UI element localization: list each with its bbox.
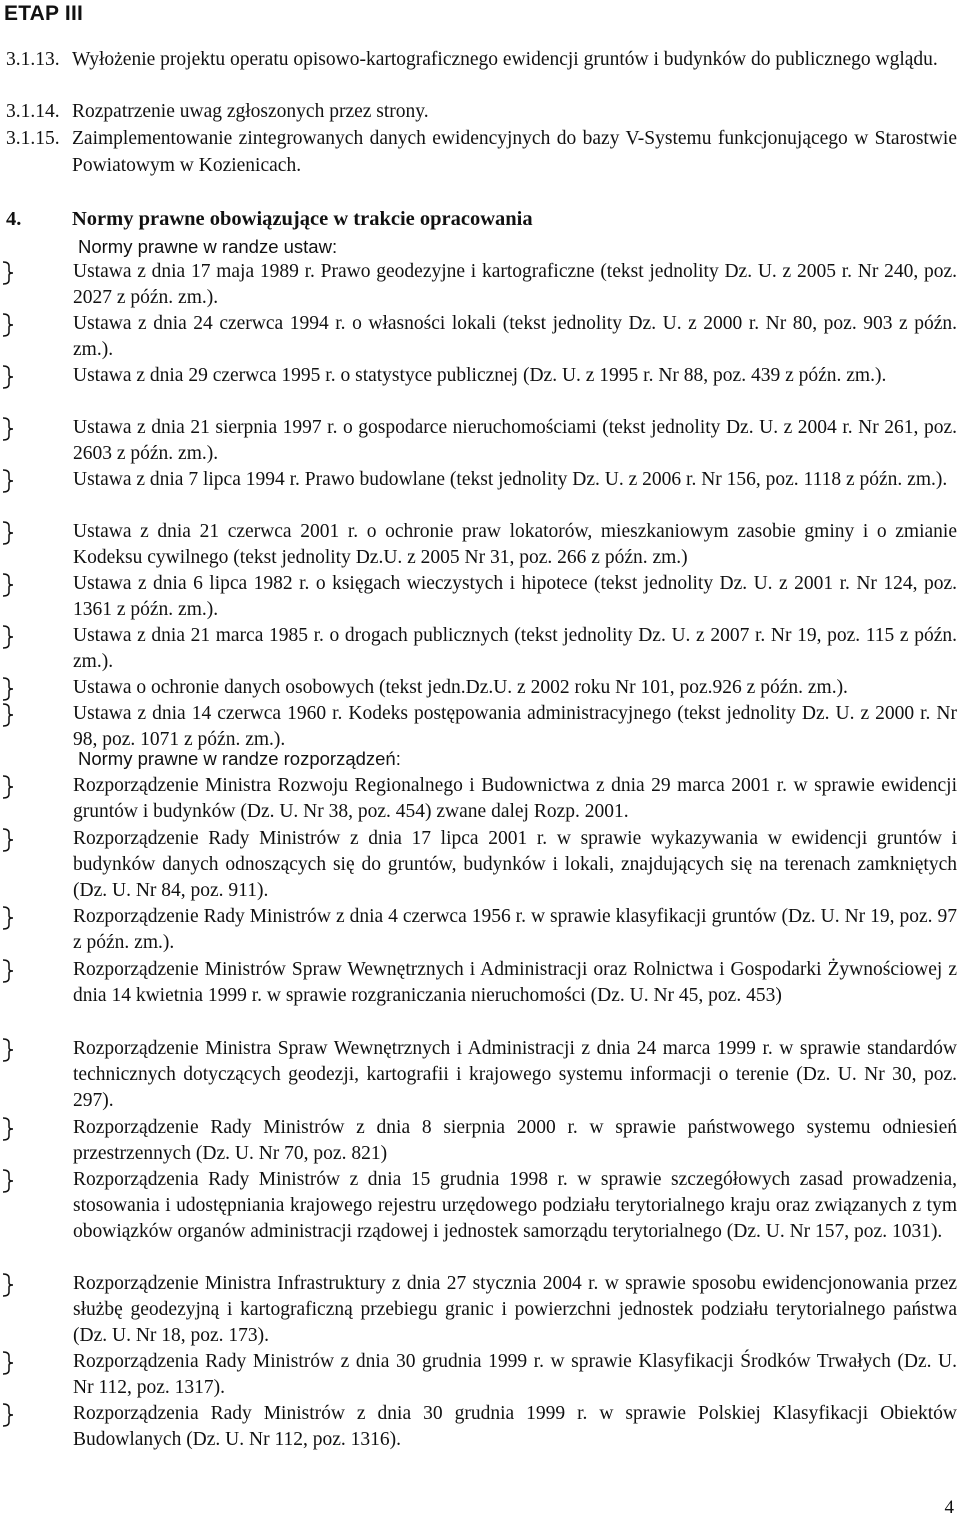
subheading-rozporzadzen: Normy prawne w randze rozporządzeń: (78, 748, 401, 769)
bracket-bullet-icon (1, 469, 15, 493)
list-item (73, 826, 957, 905)
list-item (73, 415, 957, 467)
item-text: Zaimplementowanie zintegrowanych danych ewidencyjnych do bazy V-Systemu funkcjonującego w Starostwie Powiatowym w Kozienicach. (72, 128, 957, 176)
entry-text: Ustawa z dnia 21 sierpnia 1997 r. o gospodarce nieruchomościami (tekst jednolity Dz. U. z 2004 r. Nr 261, poz. 2603 z późn. zm.). (73, 417, 957, 465)
list-item (6, 125, 957, 179)
entry-text: Rozporządzenia Rady Ministrów z dnia 30 grudnia 1999 r. w sprawie Polskiej Klasyfikacji Obiektów Budowlanych (Dz. U. Nr 112, poz. 1316). (73, 1403, 957, 1451)
list-item (73, 675, 957, 701)
bracket-bullet-icon (1, 775, 15, 799)
entry-text: Rozporządzenie Ministra Spraw Wewnętrznych i Administracji z dnia 24 marca 1999 r. w sprawie standardów technicznych dotyczących geodezji, kartografii i krajowego systemu informacji o terenie (Dz. U. Nr 30, poz. 297). (73, 1038, 957, 1112)
entry-text: Rozporządzenie Ministra Infrastruktury z dnia 27 stycznia 2004 r. w sprawie sposobu ewidencjonowania przez służbę geodezyjną i kartograficzną przebiegu granic i powierzchni jednostek podziału terytorialnego państwa (Dz. U. Nr 18, poz. 173). (73, 1273, 957, 1347)
list-item (73, 311, 957, 363)
item-number: 3.1.13. (6, 49, 60, 70)
entry-text: Ustawa z dnia 14 czerwca 1960 r. Kodeks postępowania administracyjnego (tekst jednolity Dz. U. z 2000 r. Nr 98, poz. 1071 z późn. zm.). (73, 703, 957, 751)
subheading-ustaw: Normy prawne w randze ustaw: (78, 236, 338, 257)
bracket-bullet-icon (1, 1351, 15, 1375)
entry-text: Ustawa z dnia 21 marca 1985 r. o drogach publicznych (tekst jednolity Dz. U. z 2007 r. Nr 19, poz. 115 z późn. zm.). (73, 625, 957, 673)
entry-text: Rozporządzenie Ministrów Spraw Wewnętrznych i Administracji oraz Rolnictwa i Gospodarki Żywnościowej z dnia 14 kwietnia 1999 r. w sprawie rozgraniczania nieruchomości (Dz. U. Nr 45, poz. 453) (73, 959, 957, 1007)
list-item (6, 46, 957, 73)
section-heading (6, 206, 957, 233)
list-item (73, 519, 957, 571)
list-item (73, 363, 957, 389)
item-number: 3.1.15. (6, 128, 60, 149)
bracket-bullet-icon (1, 1117, 15, 1141)
bracket-bullet-icon (1, 1403, 15, 1427)
entry-text: Rozporządzenie Rady Ministrów z dnia 8 sierpnia 2000 r. w sprawie państwowego systemu odniesień przestrzennych (Dz. U. Nr 70, poz. 821) (73, 1117, 957, 1165)
bracket-bullet-icon (1, 417, 15, 441)
entry-text: Rozporządzenie Rady Ministrów z dnia 4 czerwca 1956 r. w sprawie klasyfikacji gruntów (Dz. U. Nr 19, poz. 97 z późn. zm.). (73, 906, 957, 954)
entry-text: Ustawa z dnia 6 lipca 1982 r. o księgach wieczystych i hipotece (tekst jednolity Dz. U. z 2001 r. Nr 124, poz. 1361 z późn. zm.). (73, 573, 957, 621)
bracket-bullet-icon (1, 521, 15, 545)
section-number: 4. (6, 208, 22, 230)
bracket-bullet-icon (1, 261, 15, 285)
bracket-bullet-icon (1, 906, 15, 930)
entry-text: Ustawa o ochronie danych osobowych (tekst jedn.Dz.U. z 2002 roku Nr 101, poz.926 z późn. zm.). (73, 677, 848, 698)
item-text: Wyłożenie projektu operatu opisowo-kartograficznego ewidencji gruntów i budynków do publicznego wglądu. (72, 49, 938, 70)
entry-text: Rozporządzenia Rady Ministrów z dnia 30 grudnia 1999 r. w sprawie Klasyfikacji Środków Trwałych (Dz. U. Nr 112, poz. 1317). (73, 1351, 957, 1399)
entry-text: Ustawa z dnia 29 czerwca 1995 r. o statystyce publicznej (Dz. U. z 1995 r. Nr 88, poz. 439 z późn. zm.). (73, 365, 887, 386)
entry-text: Ustawa z dnia 21 czerwca 2001 r. o ochronie praw lokatorów, mieszkaniowym zasobie gminy i o zmianie Kodeksu cywilnego (tekst jednolity Dz.U. z 2005 Nr 31, poz. 266 z późn. zm.) (73, 521, 957, 569)
bracket-bullet-icon (1, 828, 15, 852)
list-item (73, 957, 957, 1009)
list-item (73, 467, 957, 493)
page-number: 4 (944, 1497, 954, 1518)
list-item (6, 98, 957, 125)
list-item (73, 1036, 957, 1115)
bracket-bullet-icon (1, 1169, 15, 1193)
entry-text: Rozporządzenia Rady Ministrów z dnia 15 grudnia 1998 r. w sprawie szczegółowych zasad prowadzenia, stosowania i udostępniania krajowego rejestru urzędowego podziału terytorialnego kraju oraz związanych z tym obowiązków organów administracji rządowej i jednostek samorządu terytorialnego (Dz. U. Nr 157, poz. 1031). (73, 1169, 957, 1243)
list-item (73, 1115, 957, 1167)
list-item (73, 1167, 957, 1246)
bracket-bullet-icon (1, 1273, 15, 1297)
item-number: 3.1.14. (6, 101, 60, 122)
bracket-bullet-icon (1, 365, 15, 389)
section-title: Normy prawne obowiązujące w trakcie opracowania (72, 208, 533, 230)
stage-heading: ETAP III (4, 2, 84, 25)
entry-text: Ustawa z dnia 7 lipca 1994 r. Prawo budowlane (tekst jednolity Dz. U. z 2006 r. Nr 156, poz. 1118 z późn. zm.). (73, 469, 948, 490)
bracket-bullet-icon (1, 1038, 15, 1062)
bracket-bullet-icon (1, 625, 15, 649)
list-item (73, 773, 957, 825)
list-item (73, 1349, 957, 1401)
list-item (73, 1271, 957, 1350)
item-text: Rozpatrzenie uwag zgłoszonych przez strony. (72, 101, 429, 122)
entry-text: Rozporządzenie Rady Ministrów z dnia 17 lipca 2001 r. w sprawie wykazywania w ewidencji gruntów i budynków danych odnoszących się do gruntów, budynków i lokali, znajdujących się na terenach zamkniętych (Dz. U. Nr 84, poz. 911). (73, 828, 957, 902)
bracket-bullet-icon (1, 677, 15, 701)
bracket-bullet-icon (1, 313, 15, 337)
entry-text: Ustawa z dnia 17 maja 1989 r. Prawo geodezyjne i kartograficzne (tekst jednolity Dz. U. z 2005 r. Nr 240, poz. 2027 z późn. zm.). (73, 261, 957, 309)
list-item (73, 1401, 957, 1453)
bracket-bullet-icon (1, 573, 15, 597)
list-item (73, 571, 957, 623)
list-item (73, 259, 957, 311)
entry-text: Ustawa z dnia 24 czerwca 1994 r. o własności lokali (tekst jednolity Dz. U. z 2000 r. Nr 80, poz. 903 z późn. zm.). (73, 313, 957, 361)
list-item (73, 904, 957, 956)
bracket-bullet-icon (1, 959, 15, 983)
entry-text: Rozporządzenie Ministra Rozwoju Regionalnego i Budownictwa z dnia 29 marca 2001 r. w sprawie ewidencji gruntów i budynków (Dz. U. Nr 38, poz. 454) zwane dalej Rozp. 2001. (73, 775, 957, 823)
list-item (73, 623, 957, 675)
bracket-bullet-icon (1, 703, 15, 727)
